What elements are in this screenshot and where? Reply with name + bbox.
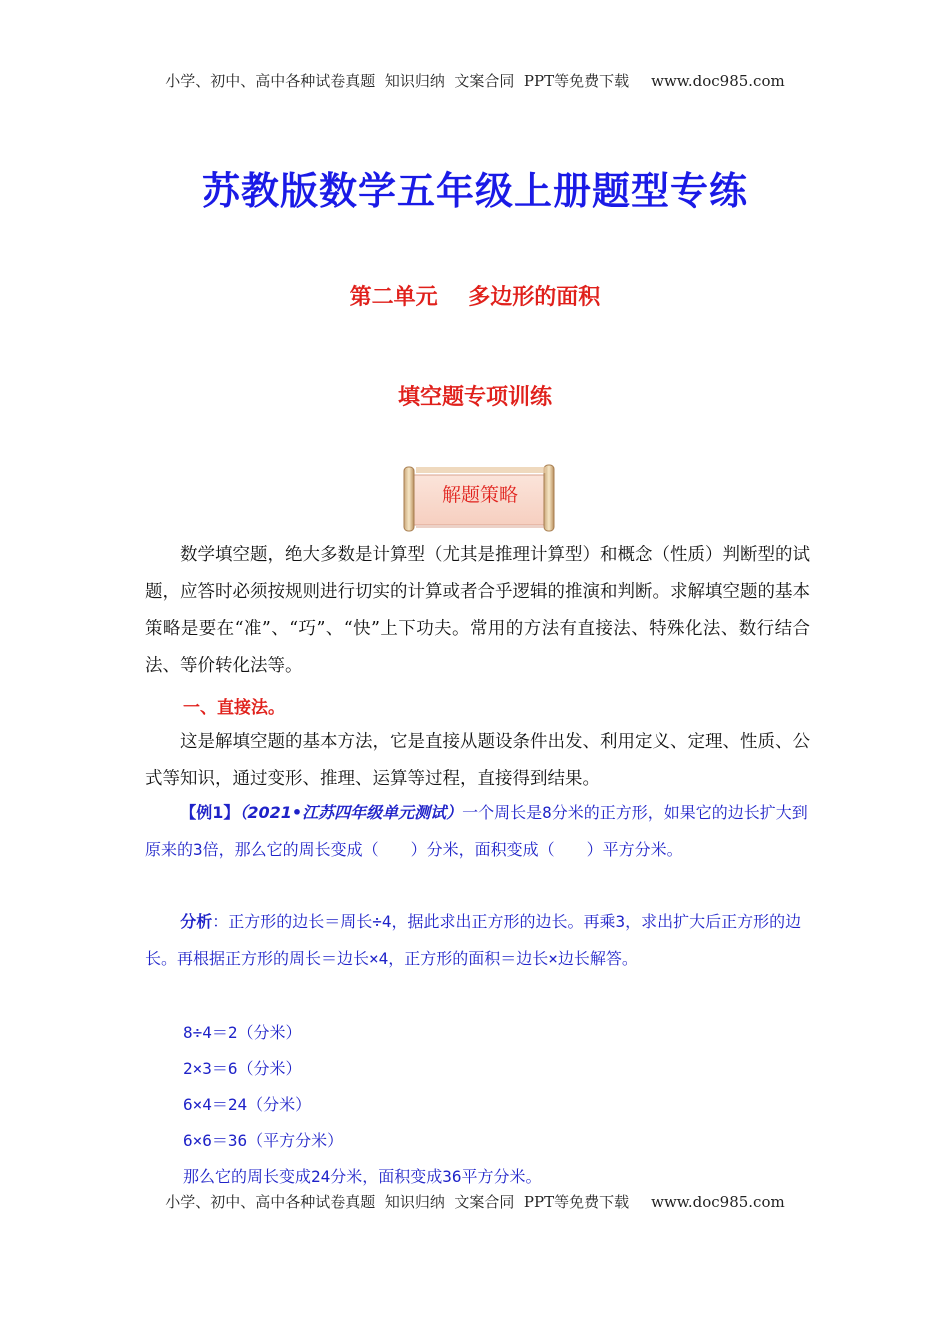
unit-title: 第二单元 多边形的面积 — [349, 285, 601, 310]
scroll-banner-label: 解题策略 — [441, 484, 518, 506]
example-question: 一个周长是8分米的正方形，如果它的边长扩大到原来的3倍，那么它的周长变成（ ）分米，面积变成（ ）平方分米。 — [145, 803, 808, 859]
calc-line-2: 2×3＝6（分米） — [183, 1059, 302, 1078]
analysis-block — [145, 903, 810, 977]
calc-line-4: 6×6＝36（平方分米） — [183, 1131, 344, 1150]
footer-text: 小学、初中、高中各种试卷真题 知识归纳 文案合同 PPT等免费下载 — [165, 1193, 630, 1211]
conclusion: 那么它的周长变成24分米，面积变成36平方分米。 — [183, 1167, 542, 1186]
header-text: 小学、初中、高中各种试卷真题 知识归纳 文案合同 PPT等免费下载 — [165, 72, 630, 90]
example-source: （2021•江苏四年级单元测试） — [239, 803, 463, 822]
analysis-label: 分析 — [180, 912, 213, 931]
footer-site-link[interactable]: www.doc985.com — [651, 1193, 785, 1211]
page-header — [0, 70, 950, 91]
calc-line-1: 8÷4＝2（分米） — [183, 1023, 302, 1042]
method-heading: 一、直接法。 — [183, 698, 285, 718]
calc-line-3: 6×4＝24（分米） — [183, 1095, 312, 1114]
analysis-text: ：正方形的边长＝周长÷4，据此求出正方形的边长。再乘3，求出扩大后正方形的边长。再根据正方形的周长＝边长×4，正方形的面积＝边长×边长解答。 — [145, 912, 802, 968]
method-paragraph: 这是解填空题的基本方法，它是直接从题设条件出发、利用定义、定理、性质、公式等知识，通过变形、推理、运算等过程，直接得到结果。 — [145, 732, 810, 789]
section-title: 填空题专项训练 — [397, 385, 552, 410]
example-block — [145, 794, 810, 868]
header-site-link[interactable]: www.doc985.com — [651, 72, 785, 90]
document-title: 苏教版数学五年级上册题型专练 — [201, 169, 748, 213]
page-footer — [0, 1191, 950, 1212]
example-tag: 【例1】 — [180, 803, 240, 822]
intro-paragraph: 数学填空题，绝大多数是计算型（尤其是推理计算型）和概念（性质）判断型的试题，应答时必须按规则进行切实的计算或者合乎逻辑的推演和判断。求解填空题的基本策略是要在“准”、“巧”、“快”上下功夫。常用的方法有直接法、特殊化法、数行结合法、等价转化法等。 — [145, 545, 810, 676]
